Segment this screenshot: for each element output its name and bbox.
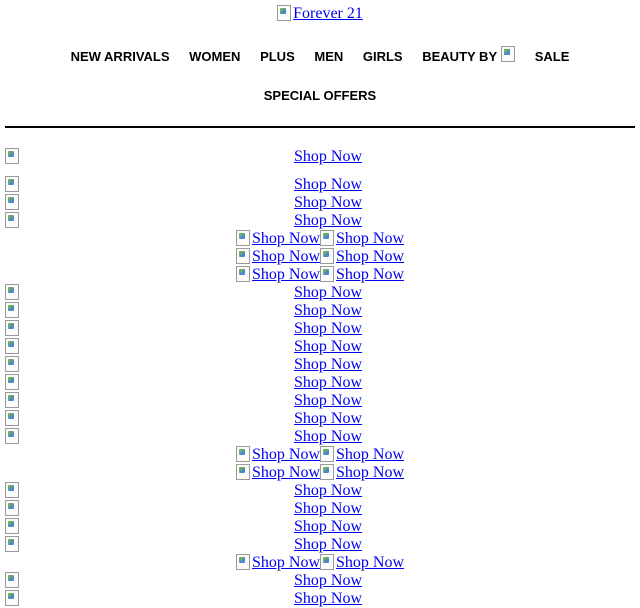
- shop-now-image-link[interactable]: [236, 464, 320, 482]
- broken-image-icon: [5, 572, 19, 588]
- nav-label: SPECIAL OFFERS: [263, 88, 377, 103]
- main-nav: [0, 48, 640, 64]
- broken-image-icon: [277, 5, 291, 21]
- broken-image-icon: [320, 266, 334, 282]
- shop-now-link[interactable]: Shop Now: [294, 428, 363, 445]
- nav-label: SALE: [534, 48, 570, 64]
- shop-now-image-link[interactable]: [236, 554, 320, 572]
- header-divider: [5, 126, 635, 128]
- shop-now-link[interactable]: Shop Now: [294, 302, 363, 319]
- promo-row: [0, 428, 640, 446]
- promo-row: [0, 500, 640, 518]
- shop-now-link[interactable]: Shop Now: [294, 194, 363, 211]
- nav-plus[interactable]: [260, 49, 295, 64]
- nav-label: BEAUTY BY: [422, 48, 498, 64]
- promo-row: [0, 392, 640, 410]
- broken-image-icon: [236, 266, 250, 282]
- nav-label: NEW ARRIVALS: [70, 48, 170, 64]
- broken-image-icon: [320, 554, 334, 570]
- shop-now-label: Shop Now: [336, 446, 405, 463]
- nav-label: GIRLS: [362, 48, 403, 64]
- broken-image-icon: [236, 230, 250, 246]
- broken-image-icon: [5, 428, 19, 444]
- broken-image-icon: [320, 464, 334, 480]
- promo-row: [0, 266, 640, 284]
- promo-row: [0, 248, 640, 266]
- logo-container: [0, 5, 640, 26]
- shop-now-pair: [236, 230, 404, 248]
- shop-now-image-link[interactable]: [320, 248, 404, 266]
- broken-image-icon: [5, 148, 19, 164]
- broken-image-icon: [5, 338, 19, 354]
- forever21-logo-link[interactable]: [277, 5, 363, 23]
- promo-row: [0, 554, 640, 572]
- shop-now-label: Shop Now: [336, 554, 405, 571]
- promo-row: [0, 302, 640, 320]
- secondary-nav: [0, 88, 640, 103]
- shop-now-link[interactable]: Shop Now: [294, 284, 363, 301]
- broken-image-icon: [5, 284, 19, 300]
- shop-now-image-link[interactable]: [320, 446, 404, 464]
- broken-image-icon: [5, 482, 19, 498]
- promo-row: [0, 176, 640, 194]
- broken-image-icon: [320, 248, 334, 264]
- broken-image-icon: [5, 212, 19, 228]
- shop-now-link[interactable]: Shop Now: [294, 320, 363, 337]
- shop-now-label: Shop Now: [252, 554, 321, 571]
- broken-image-icon: [5, 302, 19, 318]
- shop-now-image-link[interactable]: [320, 266, 404, 284]
- promo-row: [0, 230, 640, 248]
- shop-now-label: Shop Now: [252, 446, 321, 463]
- broken-image-icon: [5, 410, 19, 426]
- shop-now-label: Shop Now: [252, 248, 321, 265]
- promo-row: [0, 590, 640, 608]
- shop-now-link[interactable]: Shop Now: [294, 590, 363, 607]
- nav-label: WOMEN: [189, 48, 241, 64]
- shop-now-label: Shop Now: [336, 230, 405, 247]
- promo-row: [0, 374, 640, 392]
- shop-now-image-link[interactable]: [320, 554, 404, 572]
- shop-now-link[interactable]: Shop Now: [294, 482, 363, 499]
- nav-label: PLUS: [260, 48, 295, 64]
- shop-now-link[interactable]: Shop Now: [294, 338, 363, 355]
- broken-image-icon: [5, 320, 19, 336]
- shop-now-image-link[interactable]: [320, 230, 404, 248]
- nav-women[interactable]: [189, 49, 240, 64]
- promo-row: [0, 356, 640, 374]
- promo-row: [0, 464, 640, 482]
- broken-image-icon: [5, 356, 19, 372]
- broken-image-icon: [5, 374, 19, 390]
- promo-row: [0, 338, 640, 356]
- shop-now-label: Shop Now: [252, 464, 321, 481]
- broken-image-icon: [501, 48, 515, 64]
- shop-now-pair: [236, 248, 404, 266]
- broken-image-icon: [236, 446, 250, 462]
- broken-image-icon: [5, 536, 19, 552]
- promo-list: [0, 148, 640, 608]
- shop-now-link[interactable]: Shop Now: [294, 536, 363, 553]
- logo-alt-text: Forever 21: [293, 5, 363, 22]
- nav-girls[interactable]: [363, 49, 403, 64]
- shop-now-label: Shop Now: [336, 248, 405, 265]
- shop-now-image-link[interactable]: [236, 446, 320, 464]
- shop-now-image-link[interactable]: [236, 266, 320, 284]
- shop-now-label: Shop Now: [336, 266, 405, 283]
- shop-now-label: Shop Now: [252, 230, 321, 247]
- broken-image-icon: [5, 392, 19, 408]
- shop-now-link[interactable]: Shop Now: [294, 212, 363, 229]
- nav-men[interactable]: [314, 49, 343, 64]
- shop-now-pair: [236, 266, 404, 284]
- broken-image-icon: [5, 176, 19, 192]
- broken-image-icon: [320, 446, 334, 462]
- promo-row: [0, 536, 640, 554]
- promo-row: [0, 148, 640, 176]
- broken-image-icon: [236, 248, 250, 264]
- promo-row: [0, 518, 640, 536]
- promo-row: [0, 446, 640, 464]
- shop-now-label: Shop Now: [252, 266, 321, 283]
- broken-image-icon: [5, 518, 19, 534]
- shop-now-image-link[interactable]: [236, 248, 320, 266]
- shop-now-link[interactable]: Shop Now: [294, 500, 363, 517]
- broken-image-icon: [236, 554, 250, 570]
- nav-beauty-by[interactable]: [422, 48, 515, 64]
- shop-now-link[interactable]: Shop Now: [294, 410, 363, 427]
- shop-now-image-link[interactable]: [236, 230, 320, 248]
- broken-image-icon: [5, 590, 19, 606]
- shop-now-label: Shop Now: [336, 464, 405, 481]
- shop-now-pair: [236, 446, 404, 464]
- broken-image-icon: [5, 500, 19, 516]
- promo-row: [0, 284, 640, 302]
- promo-row: [0, 410, 640, 428]
- shop-now-image-link[interactable]: [320, 464, 404, 482]
- shop-now-link[interactable]: Shop Now: [294, 148, 363, 165]
- shop-now-pair: [236, 554, 404, 572]
- nav-sale[interactable]: [535, 49, 570, 64]
- broken-image-icon: [236, 464, 250, 480]
- shop-now-link[interactable]: Shop Now: [294, 176, 363, 193]
- shop-now-link[interactable]: Shop Now: [294, 572, 363, 589]
- shop-now-link[interactable]: Shop Now: [294, 518, 363, 535]
- broken-image-icon: [5, 194, 19, 210]
- broken-image-icon: [320, 230, 334, 246]
- promo-row: [0, 572, 640, 590]
- nav-special-offers[interactable]: [264, 88, 376, 103]
- promo-row: [0, 194, 640, 212]
- nav-new-arrivals[interactable]: [71, 49, 170, 64]
- shop-now-link[interactable]: Shop Now: [294, 392, 363, 409]
- nav-label: MEN: [314, 48, 344, 64]
- promo-row: [0, 212, 640, 230]
- promo-row: [0, 320, 640, 338]
- shop-now-link[interactable]: Shop Now: [294, 374, 363, 391]
- shop-now-pair: [236, 464, 404, 482]
- promo-row: [0, 482, 640, 500]
- shop-now-link[interactable]: Shop Now: [294, 356, 363, 373]
